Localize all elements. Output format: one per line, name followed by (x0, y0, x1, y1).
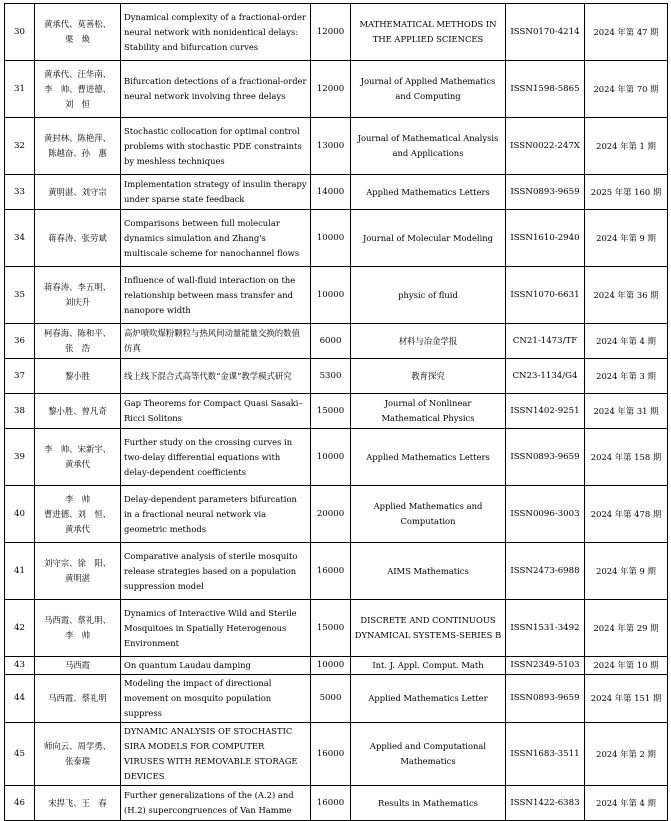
journal-name: Applied and Computational Mathematics (351, 723, 506, 786)
issue: 2024 年第 151 期 (585, 675, 668, 723)
journal-name: 材料与冶金学报 (351, 324, 506, 359)
issn: ISSN1402-9251 (506, 394, 585, 429)
issue: 2024 年第 4 期 (585, 324, 668, 359)
authors-cell (35, 429, 121, 486)
row-number: 32 (5, 118, 35, 175)
issue: 2024 年第 29 期 (585, 600, 668, 657)
journal-name: Applied Mathematics Letter (351, 675, 506, 723)
row-number: 38 (5, 394, 35, 429)
table-row (5, 324, 668, 359)
issue: 2024 年第 3 期 (585, 359, 668, 394)
row-number: 40 (5, 486, 35, 543)
table-row (5, 786, 668, 821)
table-row (5, 118, 668, 175)
word-count: 5000 (311, 675, 351, 723)
authors-cell (35, 267, 121, 324)
issue: 2024 年第 47 期 (585, 4, 668, 61)
table-row (5, 4, 668, 61)
author-line: 柯春海、陈和平、 (44, 328, 111, 338)
issue: 2024 年第 36 期 (585, 267, 668, 324)
table-row (5, 723, 668, 786)
row-number: 33 (5, 175, 35, 210)
author-line: 曹进德、刘 恒、 (44, 508, 111, 519)
author-line: 李 帅 (64, 630, 91, 640)
table-row (5, 429, 668, 486)
publication-table (4, 3, 668, 821)
table-row (5, 267, 668, 324)
authors-cell (35, 4, 121, 61)
journal-name: AIMS Mathematics (351, 543, 506, 600)
author-line: 师向云、周学勇、 (44, 741, 111, 751)
issue: 2024 年第 158 期 (585, 429, 668, 486)
author-line: 马西霞 (64, 660, 91, 670)
author-line: 黄封林、陈艳萍、 (44, 133, 111, 143)
issn: ISSN0893-9659 (506, 429, 585, 486)
paper-title: Bifurcation detections of a fractional-order neural network involving three delays (121, 61, 311, 118)
issn: ISSN0096-3003 (506, 486, 585, 543)
issue: 2024 年第 4 期 (585, 786, 668, 821)
journal-name: Journal of Nonlinear Mathematical Physics (351, 394, 506, 429)
author-line: 蒋春涛、李五明、 (44, 282, 111, 292)
author-line: 黄承代 (64, 523, 91, 534)
issue: 2024 年第 9 期 (585, 543, 668, 600)
row-number: 46 (5, 786, 35, 821)
authors-cell (35, 394, 121, 429)
word-count: 14000 (311, 175, 351, 210)
issue: 2024 年第 70 期 (585, 61, 668, 118)
authors-cell (35, 786, 121, 821)
word-count: 13000 (311, 118, 351, 175)
issn: ISSN1598-5865 (506, 61, 585, 118)
issn: ISSN1531-3492 (506, 600, 585, 657)
issue: 2024 年第 9 期 (585, 210, 668, 267)
publication-rows (5, 4, 668, 821)
word-count: 20000 (311, 486, 351, 543)
table-row (5, 175, 668, 210)
paper-title: Delay-dependent parameters bifurcation in a fractional neural network via geometric methods (121, 486, 311, 543)
authors-cell (35, 324, 121, 359)
authors-cell (35, 61, 121, 118)
issue: 2024 年第 31 期 (585, 394, 668, 429)
paper-title: Dynamics of Interactive Wild and Sterile Mosquitoes in Spatially Heterogenous Environment (121, 600, 311, 657)
table-row (5, 543, 668, 600)
author-line: 栗 焕 (64, 34, 91, 44)
paper-title: Stochastic collocation for optimal control problems with stochastic PDE constraints by meshless techniques (121, 118, 311, 175)
row-number: 31 (5, 61, 35, 118)
paper-title: Dynamical complexity of a fractional-order neural network with nonidentical delays: Stability and bifurcation curves (121, 4, 311, 61)
author-line: 张泰瑞 (64, 756, 91, 766)
row-number: 43 (5, 657, 35, 675)
table-row (5, 600, 668, 657)
table-row (5, 61, 668, 118)
journal-name: Applied Mathematics Letters (351, 429, 506, 486)
row-number: 39 (5, 429, 35, 486)
word-count: 12000 (311, 61, 351, 118)
journal-name: Journal of Applied Mathematics and Computing (351, 61, 506, 118)
authors-cell (35, 118, 121, 175)
journal-name: Applied Mathematics Letters (351, 175, 506, 210)
paper-title: Further generalizations of the (A.2) and (H.2) supercongruences of Van Hamme (121, 786, 311, 821)
authors-cell (35, 543, 121, 600)
paper-title: Comparative analysis of sterile mosquito release strategies based on a population suppression model (121, 543, 311, 600)
issue: 2024 年第 1 期 (585, 118, 668, 175)
author-line: 刘 恒 (64, 98, 91, 109)
journal-name: Results in Mathematics (351, 786, 506, 821)
author-line: 陈越奋、孙 惠 (48, 148, 107, 158)
author-line: 黄承代 (64, 459, 91, 469)
word-count: 15000 (311, 600, 351, 657)
issn: ISSN2473-6988 (506, 543, 585, 600)
paper-title: On quantum Laudau damping (121, 657, 311, 675)
paper-title: 高炉喷吹煤粉颗粒与热风间动量能量交换的数值仿真 (121, 324, 311, 359)
table-row (5, 486, 668, 543)
row-number: 36 (5, 324, 35, 359)
word-count: 5300 (311, 359, 351, 394)
paper-title: Influence of wall-fluid interaction on the relationship between mass transfer and nanopore width (121, 267, 311, 324)
author-line: 黄承代、汪华南、 (44, 68, 111, 79)
authors-cell (35, 600, 121, 657)
row-number: 41 (5, 543, 35, 600)
authors-cell (35, 675, 121, 723)
issn: ISSN1070-6631 (506, 267, 585, 324)
paper-title: 线上线下混合式高等代数“金课”教学模式研究 (121, 359, 311, 394)
row-number: 30 (5, 4, 35, 61)
row-number: 37 (5, 359, 35, 394)
author-line: 马西霞、蔡礼明 (48, 693, 107, 703)
journal-name: 教育探究 (351, 359, 506, 394)
author-line: 李 帅、曹进德、 (44, 83, 111, 94)
issn: ISSN0170-4214 (506, 4, 585, 61)
authors-cell (35, 486, 121, 543)
issn: ISSN1683-3511 (506, 723, 585, 786)
journal-name: Int. J. Appl. Comput. Math (351, 657, 506, 675)
authors-cell (35, 657, 121, 675)
issn: CN21-1473/TF (506, 324, 585, 359)
journal-name: MATHEMATICAL METHODS IN THE APPLIED SCIENCES (351, 4, 506, 61)
paper-title: Further study on the crossing curves in two-delay differential equations with delay-dependent coefficients (121, 429, 311, 486)
paper-title: Implementation strategy of insulin therapy under sparse state feedback (121, 175, 311, 210)
word-count: 16000 (311, 543, 351, 600)
author-line: 刘庆升 (64, 297, 91, 307)
row-number: 35 (5, 267, 35, 324)
issue: 2024 年第 10 期 (585, 657, 668, 675)
row-number: 45 (5, 723, 35, 786)
issn: CN23-1134/G4 (506, 359, 585, 394)
issn: ISSN2349-5103 (506, 657, 585, 675)
author-line: 李 帅 (64, 493, 91, 504)
paper-title: Modeling the impact of directional movement on mosquito population suppress (121, 675, 311, 723)
row-number: 42 (5, 600, 35, 657)
table-row (5, 657, 668, 675)
authors-cell (35, 175, 121, 210)
issue: 2024 年第 2 期 (585, 723, 668, 786)
journal-name: physic of fluid (351, 267, 506, 324)
table-row (5, 675, 668, 723)
issn: ISSN1422-6383 (506, 786, 585, 821)
issn: ISSN1610-2940 (506, 210, 585, 267)
word-count: 16000 (311, 723, 351, 786)
author-line: 黄明湛 (64, 573, 91, 583)
authors-cell (35, 359, 121, 394)
journal-name: Journal of Mathematical Analysis and Applications (351, 118, 506, 175)
author-line: 宋捍飞、王 春 (48, 797, 107, 808)
word-count: 10000 (311, 657, 351, 675)
word-count: 15000 (311, 394, 351, 429)
author-line: 黄明湛、刘守宗 (48, 186, 107, 197)
author-line: 蒋春涛、张劳斌 (48, 232, 107, 243)
issn: ISSN0893-9659 (506, 675, 585, 723)
issue: 2025 年第 160 期 (585, 175, 668, 210)
issn: ISSN0893-9659 (506, 175, 585, 210)
word-count: 10000 (311, 267, 351, 324)
author-line: 李 帅、宋新宇、 (44, 444, 111, 454)
author-line: 黄承代、莫善松、 (44, 19, 111, 29)
table-row (5, 210, 668, 267)
paper-title: Comparisons between full molecular dynamics simulation and Zhang's multiscale scheme for nanochannel flows (121, 210, 311, 267)
author-line: 刘守宗、徐 阳、 (44, 558, 111, 568)
issn: ISSN0022-247X (506, 118, 585, 175)
word-count: 6000 (311, 324, 351, 359)
paper-title: DYNAMIC ANALYSIS OF STOCHASTIC SIRA MODELS FOR COMPUTER VIRUSES WITH REMOVABLE STORAGE DEVICES (121, 723, 311, 786)
journal-name: DISCRETE AND CONTINUOUS DYNAMICAL SYSTEMS-SERIES B (351, 600, 506, 657)
word-count: 16000 (311, 786, 351, 821)
paper-title: Gap Theorems for Compact Quasi Sasaki–Ricci Solitons (121, 394, 311, 429)
word-count: 10000 (311, 429, 351, 486)
author-line: 黎小胜、曾凡奇 (48, 405, 107, 416)
author-line: 马西霞、蔡礼明、 (44, 615, 111, 625)
author-line: 张 浩 (64, 343, 91, 353)
journal-name: Journal of Molecular Modeling (351, 210, 506, 267)
word-count: 12000 (311, 4, 351, 61)
author-line: 黎小胜 (64, 370, 91, 381)
issue: 2024 年第 478 期 (585, 486, 668, 543)
authors-cell (35, 723, 121, 786)
journal-name: Applied Mathematics and Computation (351, 486, 506, 543)
table-row (5, 394, 668, 429)
row-number: 34 (5, 210, 35, 267)
row-number: 44 (5, 675, 35, 723)
word-count: 10000 (311, 210, 351, 267)
table-row (5, 359, 668, 394)
authors-cell (35, 210, 121, 267)
